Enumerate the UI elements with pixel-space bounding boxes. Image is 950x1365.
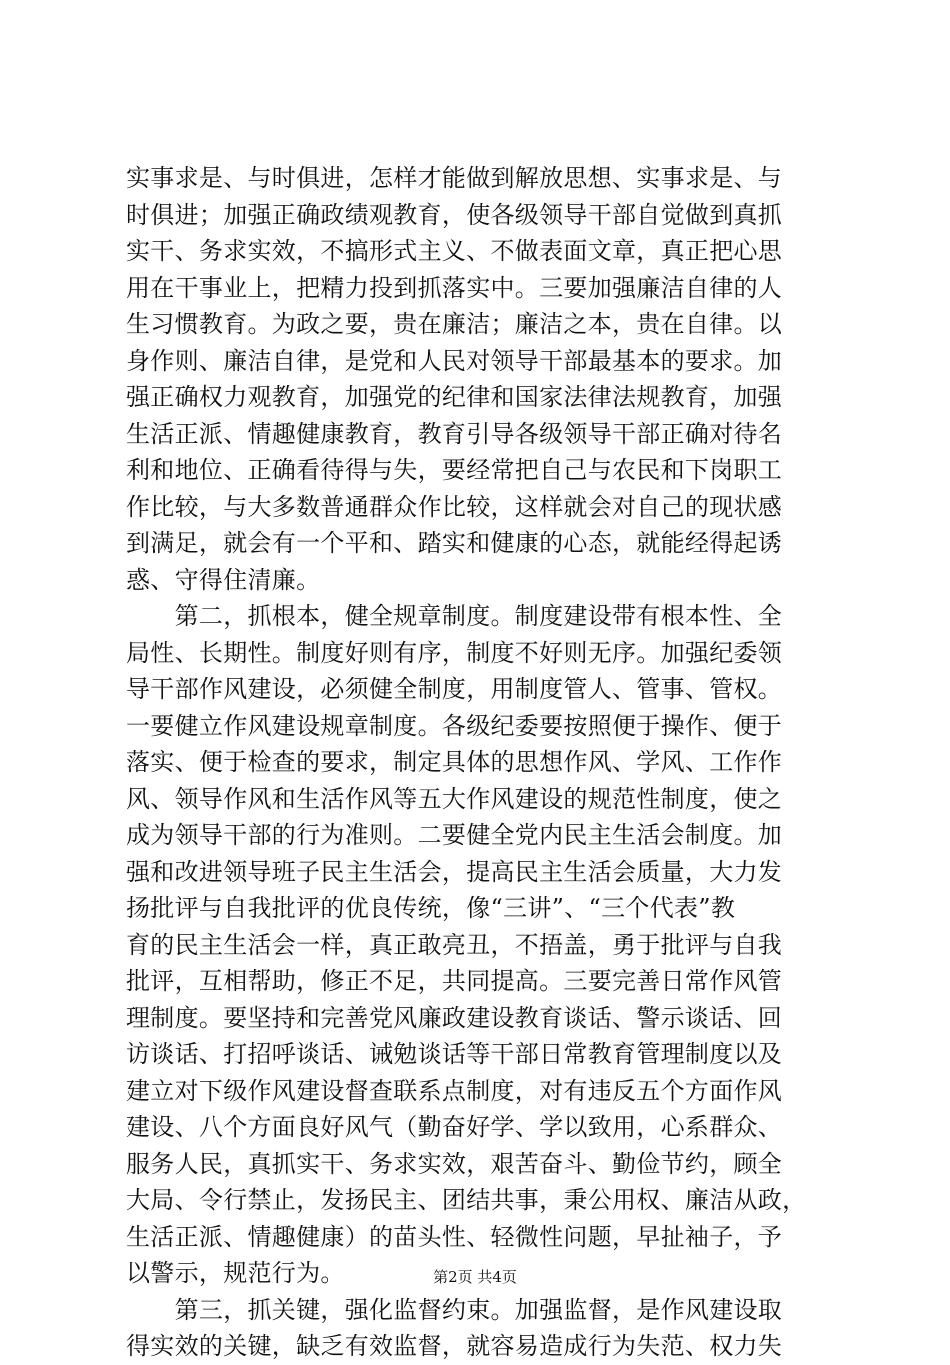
text-line: 身作则、廉洁自律，是党和人民对领导干部最基本的要求。加 [126, 346, 783, 375]
text-line: 生习惯教育。为政之要，贵在廉洁；廉洁之本，贵在自律。以 [126, 310, 783, 338]
text-line: 一要健立作风建设规章制度。各级纪委要按照便于操作、便于 [126, 711, 783, 740]
text-line: 风、领导作风和生活作风等五大作风建设的规范性制度，使之 [126, 784, 783, 813]
text-line: 建设、八个方面良好风气（勤奋好学、学以致用，心系群众、 [126, 1113, 783, 1141]
text-line: 建立对下级作风建设督查联系点制度，对有违反五个方面作风 [126, 1076, 783, 1105]
text-line: 扬批评与自我批评的优良传统，像“三讲”、“三个代表”教 [126, 894, 736, 922]
text-line: 强正确权力观教育，加强党的纪律和国家法律法规教育，加强 [126, 383, 783, 411]
text-line: 理制度。要坚持和完善党风廉政建设教育谈话、警示谈话、回 [126, 1003, 783, 1032]
text-line: 以警示，规范行为。 [126, 1259, 345, 1287]
text-line: 惑、守得住清廉。 [126, 565, 321, 594]
text-line: 育的民主生活会一样，真正敢亮丑，不捂盖，勇于批评与自我 [126, 930, 783, 959]
text-line: 生活正派、情趣健康）的苗头性、轻微性问题，早扯袖子，予 [126, 1222, 783, 1251]
text-line: 落实、便于检查的要求，制定具体的思想作风、学风、工作作 [126, 748, 783, 776]
text-line: 得实效的关键，缺乏有效监督，就容易造成行为失范、权力失 [126, 1332, 783, 1360]
text-line: 批评，互相帮助，修正不足，共同提高。三要完善日常作风管 [126, 967, 783, 995]
text-line: 第二，抓根本，健全规章制度。制度建设带有根本性、全 [126, 602, 783, 630]
text-line: 大局、令行禁止，发扬民主、团结共事，秉公用权、廉洁从政， [126, 1186, 807, 1214]
text-line: 成为领导干部的行为准则。二要健全党内民主生活会制度。加 [126, 821, 783, 849]
text-line: 到满足，就会有一个平和、踏实和健康的心态，就能经得起诱 [126, 529, 783, 557]
text-line: 实干、务求实效，不搞形式主义、不做表面文章，真正把心思 [126, 237, 783, 265]
text-line: 导干部作风建设，必须健全制度，用制度管人、管事、管权。 [126, 675, 783, 703]
text-line: 第三，抓关键，强化监督约束。加强监督，是作风建设取 [126, 1295, 783, 1324]
body-text [126, 160, 826, 1365]
text-line: 强和改进领导班子民主生活会，提高民主生活会质量，大力发 [126, 857, 783, 886]
text-line: 作比较，与大多数普通群众作比较，这样就会对自己的现状感 [126, 492, 783, 521]
page-footer: 第2页 共4页 [433, 1268, 517, 1286]
text-line: 时俱进；加强正确政绩观教育，使各级领导干部自觉做到真抓 [126, 200, 783, 229]
text-line: 用在干事业上，把精力投到抓落实中。三要加强廉洁自律的人 [126, 273, 783, 302]
text-line: 生活正派、情趣健康教育，教育引导各级领导干部正确对待名 [126, 419, 783, 448]
text-line: 局性、长期性。制度好则有序，制度不好则无序。加强纪委领 [126, 638, 783, 667]
text-line: 服务人民，真抓实干、务求实效，艰苦奋斗、勤俭节约，顾全 [126, 1149, 783, 1178]
text-line: 实事求是、与时俱进，怎样才能做到解放思想、实事求是、与 [126, 164, 783, 192]
text-line: 利和地位、正确看待得与失，要经常把自己与农民和下岗职工 [126, 456, 783, 484]
text-line: 访谈话、打招呼谈话、诫勉谈话等干部日常教育管理制度以及 [126, 1040, 783, 1068]
